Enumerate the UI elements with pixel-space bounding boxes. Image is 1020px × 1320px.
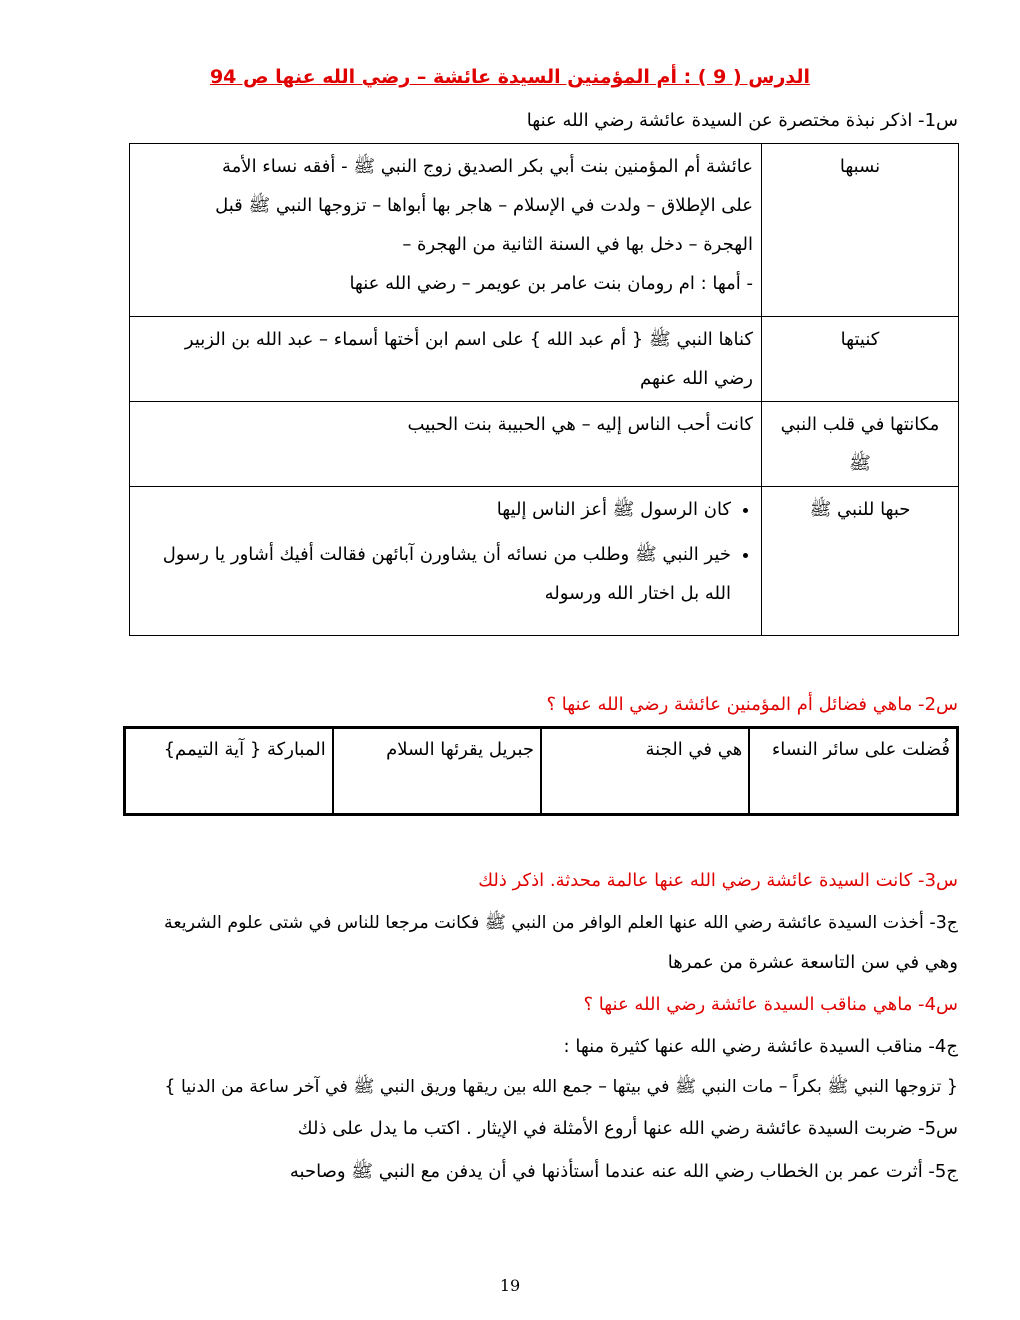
row-heading: كنيتها	[762, 317, 959, 402]
table-row	[130, 317, 959, 402]
table-row	[130, 402, 959, 487]
content-line: على الإطلاق – ولدت في الإسلام – هاجر بها أبواها – تزوجها النبي ﷺ قبل	[215, 195, 753, 216]
row-heading: مكانتها في قلب النبي ﷺ	[762, 402, 959, 487]
table-row	[130, 487, 959, 636]
question-1: س1- اذكر نبذة مختصرة عن السيدة عائشة رضي الله عنها	[526, 110, 958, 131]
virtues-table	[123, 726, 959, 816]
row-heading: نسبها	[762, 144, 959, 317]
question-5: س5- ضربت السيدة عائشة رضي الله عنها أروع الأمثلة في الإيثار . اكتب ما يدل على ذلك	[297, 1118, 958, 1139]
question-4: س4- ماهي مناقب السيدة عائشة رضي الله عنها ؟	[583, 994, 958, 1015]
virtue-cell: هي في الجنة	[541, 728, 749, 815]
content-line: الهجرة – دخل بها في السنة الثانية من الهجرة –	[402, 234, 753, 255]
answer-4-line-1: ج4- مناقب السيدة عائشة رضي الله عنها كثيرة منها :	[563, 1036, 958, 1057]
answer-5: ج5- أثرت عمر بن الخطاب رضي الله عنه عندما أستأذنها في أن يدفن مع النبي ﷺ وصاحبه	[289, 1161, 958, 1182]
row-content	[130, 144, 762, 317]
question-2: س2- ماهي فضائل أم المؤمنين عائشة رضي الله عنها ؟	[546, 694, 958, 715]
row-content	[130, 317, 762, 402]
question-3: س3- كانت السيدة عائشة رضي الله عنها عالمة محدثة. اذكر ذلك	[478, 870, 958, 891]
virtue-cell: المباركة { آية التيمم}	[125, 728, 333, 815]
answer-4-line-2: { تزوجها النبي ﷺ بكراً – مات النبي ﷺ في بيتها – جمع الله بين ريقها وريق النبي ﷺ في آخر ساعة من الدنيا }	[164, 1077, 958, 1097]
page-number: 19	[499, 1276, 521, 1295]
lesson-title: الدرس ( 9 ) : أم المؤمنين السيدة عائشة – رضي الله عنها ص 94	[209, 66, 811, 88]
content-line: رضي الله عنهم	[640, 368, 753, 389]
bullet-list	[138, 490, 753, 613]
list-item: • كان الرسول ﷺ أعز الناس إليها	[138, 490, 731, 529]
table-row	[130, 144, 959, 317]
content-line: كناها النبي ﷺ { أم عبد الله } على اسم ابن أختها أسماء – عبد الله بن الزبير	[184, 329, 753, 350]
table-row	[125, 728, 958, 815]
content-line: - أمها : ام رومان بنت عامر بن عويمر – رضي الله عنها	[349, 273, 753, 294]
answer-3-line-1: ج3- أخذت السيدة عائشة رضي الله عنها العلم الوافر من النبي ﷺ فكانت مرجعا للناس في شتى علوم الشريعة	[164, 913, 958, 933]
list-item: • خير النبي ﷺ وطلب من نسائه أن يشاورن آبائهن فقالت أفيك أشاور يا رسول الله بل اختار الله ورسوله	[138, 535, 731, 613]
row-heading: حبها للنبي ﷺ	[762, 487, 959, 636]
virtue-cell: جبريل يقرئها السلام	[333, 728, 541, 815]
biography-table	[129, 143, 959, 636]
answer-3-line-2: وهي في سن التاسعة عشرة من عمرها	[667, 952, 958, 973]
content-line: عائشة أم المؤمنين بنت أبي بكر الصديق زوج النبي ﷺ - أفقه نساء الأمة	[222, 156, 753, 177]
virtue-cell: فُضلت على سائر النساء	[749, 728, 957, 815]
row-content	[130, 487, 762, 636]
content-line: كانت أحب الناس إليه – هي الحبيبة بنت الحبيب	[407, 414, 753, 435]
row-content	[130, 402, 762, 487]
